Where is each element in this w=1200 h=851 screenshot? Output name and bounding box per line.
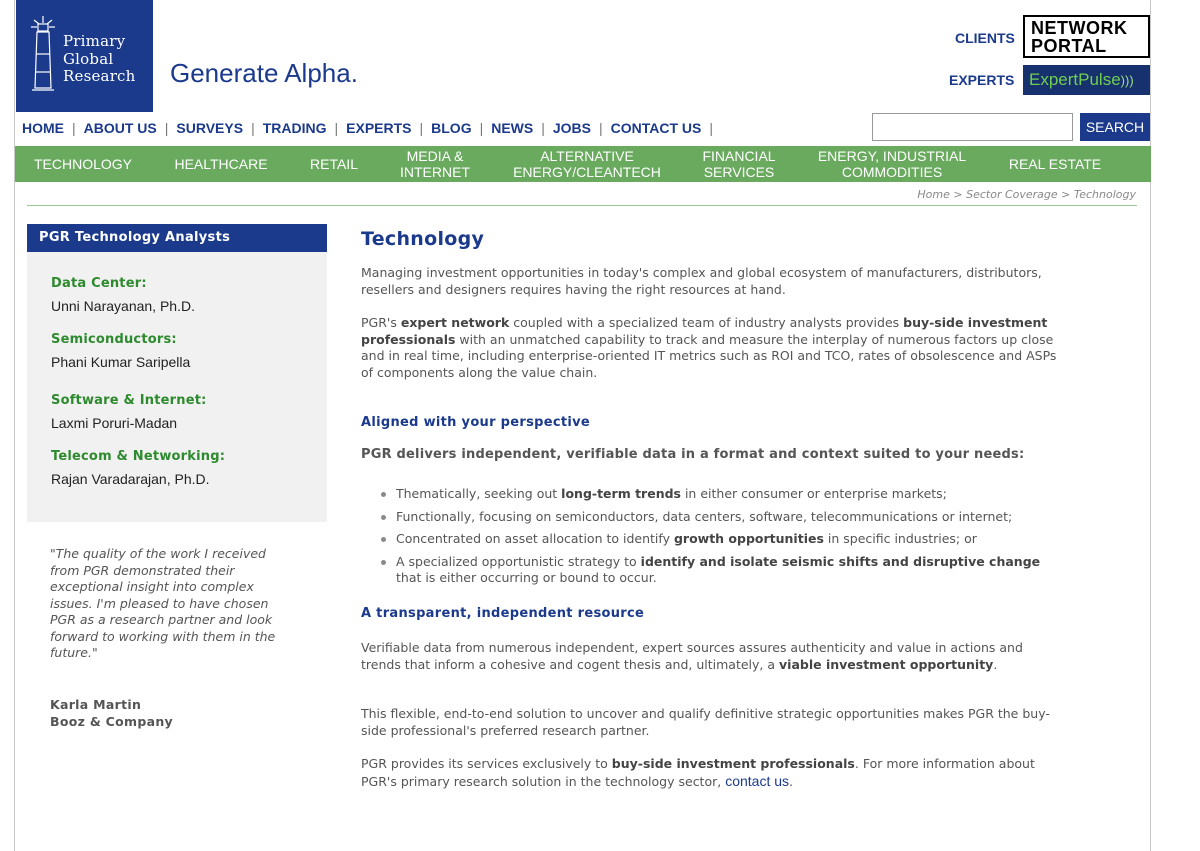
expert-network-paragraph [361,315,1061,381]
sector-media-internet[interactable] [390,146,480,182]
text-run: . [789,773,794,789]
top-nav [22,119,721,137]
nav-surveys[interactable]: SURVEYS [176,120,244,136]
list-item [379,554,1059,587]
list-item [379,531,1059,548]
sector-label-line: ALTERNATIVE [540,148,634,164]
verifiable-data-paragraph [361,640,1061,673]
text-run: in specific industries; or [823,531,977,546]
analyst-name: Laxmi Poruri-Madan [51,415,178,431]
page-title: Technology [361,228,485,250]
analyst-name: Unni Narayanan, Ph.D. [51,298,195,314]
nav-separator: | [541,120,545,136]
intro-paragraph: Managing investment opportunities in today's complex and global ecosystem of manufacturers, distributors, resellers and designers requires having the right resources at hand. [361,265,1042,297]
sector-retail[interactable] [301,146,367,182]
testimonial-attribution [50,696,173,730]
bold-text: buy-side investment professionals [611,756,855,771]
text-run: with an unmatched capability to track and measure the interplay of numerous factors up close and in real time, including enterprise-oriented IT metrics such as ROI and TCO, rates of obsolescence and ASPs of components along the value chain. [361,331,1057,380]
nav-separator: | [72,120,76,136]
bold-text: identify and isolate seismic shifts and disruptive change [640,553,1041,569]
network-portal-button[interactable] [1023,15,1150,58]
search-input[interactable] [872,113,1073,141]
text-run: PGR provides its services exclusively to [361,756,612,771]
network-portal-line-1: NETWORK [1031,18,1128,38]
logo-line-2: Global [63,50,114,68]
sector-label: TECHNOLOGY [33,156,132,172]
text-run: A specialized opportunistic strategy to [396,553,641,569]
nav-separator: | [599,120,603,136]
sector-label: REAL ESTATE [1008,156,1102,172]
text-run: . For more information about PGR's primary research solution in the technology sector, [361,756,1035,789]
nav-contact-us[interactable]: CONTACT US [610,120,702,136]
main-content [361,226,1061,789]
analyst-category: Data Center: [51,276,147,291]
signal-waves-icon: ))) [1120,73,1134,88]
nav-about-us[interactable]: ABOUT US [83,120,157,136]
experts-link[interactable]: EXPERTS [949,72,1015,88]
sector-label-line: ENERGY, INDUSTRIAL [817,148,967,164]
sector-label [702,148,775,180]
testimonial-company: Booz & Company [50,714,173,729]
nav-separator: | [164,120,169,136]
bold-text: buy-side investment professionals [361,315,1048,347]
logo-line-3: Research [63,67,136,85]
text-run: in either consumer or enterprise markets; [680,486,947,501]
logo-line-1: Primary [63,32,126,50]
sector-alternative-energy[interactable] [505,146,669,182]
bold-text: viable investment opportunity [779,656,994,672]
lighthouse-icon [30,14,56,92]
text-run: . [993,656,998,672]
nav-home[interactable]: HOME [22,120,64,136]
sector-label: RETAIL [310,156,358,172]
text-run: Concentrated on asset allocation to identify [396,531,674,546]
analyst-category: Telecom & Networking: [51,449,226,464]
sector-label [818,148,966,180]
divider [27,205,1137,206]
bold-text: expert network [400,315,510,330]
network-portal-line-2: PORTAL [1031,36,1107,56]
list-item [379,509,1059,526]
subheading-transparent: A transparent, independent resource [361,606,645,621]
expertpulse-button[interactable] [1023,65,1150,95]
nav-separator: | [251,120,255,136]
services-paragraph [361,756,1061,790]
pgr-logo[interactable] [16,0,153,112]
solution-paragraph: This flexible, end-to-end solution to uncover and qualify definitive strategic opportunities makes PGR the buy-side professional's preferred research partner. [361,706,1050,738]
nav-separator: | [479,120,484,136]
bold-text: growth opportunities [673,531,824,546]
search-button[interactable]: SEARCH [1080,113,1150,141]
sector-label-line: COMMODITIES [841,164,943,180]
lead-statement: PGR delivers independent, verifiable data in a format and context suited to your needs: [361,447,1025,462]
text-run: Thematically, seeking out [396,486,562,501]
analyst-category: Semiconductors: [51,332,177,347]
sector-nav [15,146,1151,182]
analysts-panel-title: PGR Technology Analysts [27,224,327,252]
text-run: Functionally, focusing on semiconductors, data centers, software, telecommunications or internet; [396,508,1013,524]
nav-separator: | [334,120,339,136]
testimonial-author: Karla Martin [50,697,142,712]
analyst-name: Rajan Varadarajan, Ph.D. [51,471,210,487]
nav-trading[interactable]: TRADING [262,120,327,136]
capabilities-list [379,486,1059,593]
nav-blog[interactable]: BLOG [431,120,472,136]
sector-label-line: MEDIA & [406,148,464,164]
sector-financial-services[interactable] [691,146,787,182]
analyst-name: Phani Kumar Saripella [51,354,191,370]
text-run: that is either occurring or bound to occur. [396,570,657,585]
nav-news[interactable]: NEWS [491,120,534,136]
analyst-category: Software & Internet: [51,393,207,408]
sector-healthcare[interactable] [163,146,279,182]
sector-label-line: INTERNET [400,164,470,180]
text-run: coupled with a specialized team of industry analysts provides [509,315,904,330]
nav-separator: | [709,120,714,136]
breadcrumb[interactable]: Home > Sector Coverage > Technology [917,188,1136,201]
nav-jobs[interactable]: JOBS [552,120,591,136]
sector-technology[interactable] [23,146,143,182]
testimonial-quote: "The quality of the work I received from PGR demonstrated their exceptional insight into complex issues. I'm pleased to have chosen PGR as a research partner and look forward to working with them in the future." [50,546,276,660]
sector-label [400,148,470,180]
list-item [379,486,1059,503]
clients-link[interactable]: CLIENTS [955,30,1015,46]
contact-us-link[interactable]: contact us [725,772,790,789]
analysts-panel [27,224,327,522]
nav-experts[interactable]: EXPERTS [346,120,412,136]
sector-label-line: SERVICES [703,164,775,180]
sector-real-estate[interactable] [997,146,1113,182]
subheading-aligned: Aligned with your perspective [361,415,591,430]
sector-label: HEALTHCARE [174,156,268,172]
tagline: Generate Alpha. [170,58,358,88]
sector-energy-industrial[interactable] [811,146,973,182]
text-run: PGR's [361,315,401,330]
text-run: Verifiable data from numerous independent, expert sources assures authenticity and value in actions and trends that inform a cohesive and cogent thesis and, ultimately, a [361,640,1023,672]
expertpulse-label: ExpertPulse [1029,70,1121,89]
sector-label [513,148,661,180]
bold-text: long-term trends [561,486,681,501]
sector-label-line: FINANCIAL [702,148,776,164]
nav-separator: | [419,120,424,136]
sector-label-line: ENERGY/CLEANTECH [513,164,661,180]
